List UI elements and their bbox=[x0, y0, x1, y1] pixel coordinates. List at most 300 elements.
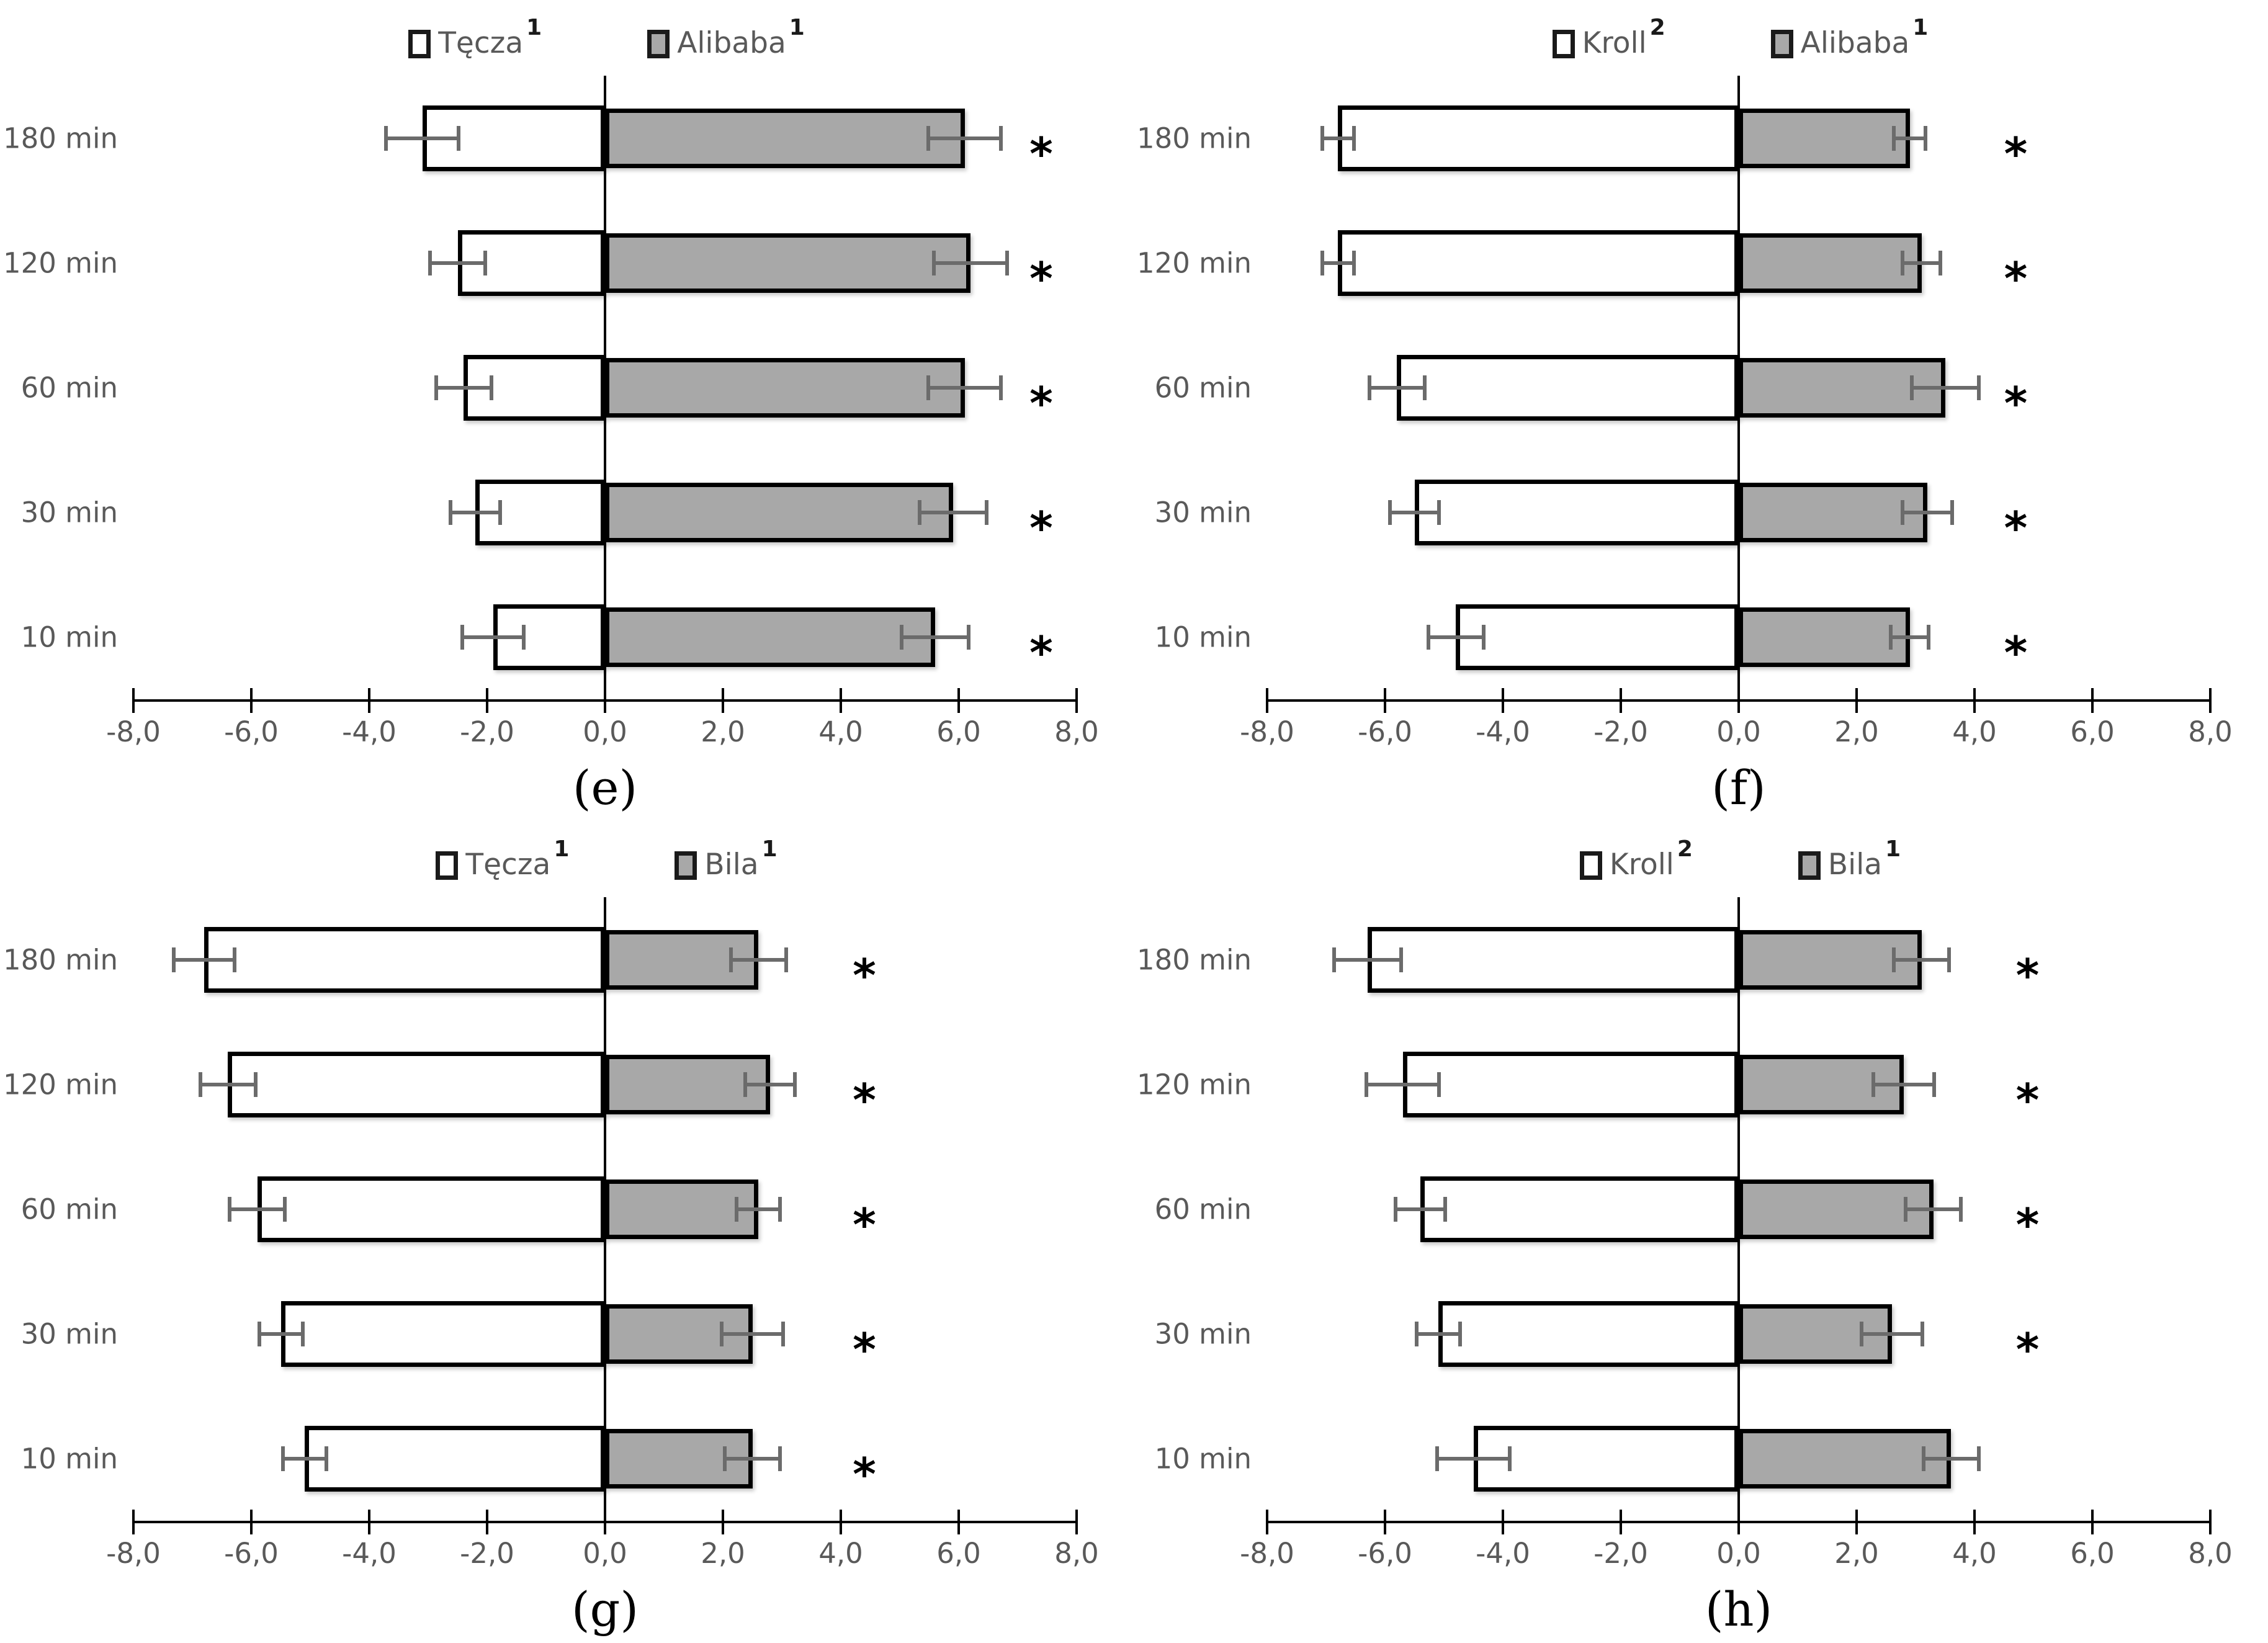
bar-negative bbox=[1420, 1176, 1739, 1242]
error-bar bbox=[900, 625, 970, 650]
error-bar-line bbox=[743, 1083, 797, 1086]
error-bar bbox=[1320, 126, 1356, 151]
legend-item bbox=[647, 15, 805, 63]
error-bar-cap bbox=[784, 947, 788, 972]
axis-tick-label: 8,0 bbox=[2188, 715, 2233, 748]
error-bar-cap bbox=[1901, 251, 1904, 275]
legend-swatch-icon bbox=[436, 851, 458, 880]
error-bar-line bbox=[199, 1083, 258, 1086]
error-bar-cap bbox=[1399, 947, 1403, 972]
bar-row: 120 min * bbox=[133, 200, 1077, 325]
error-bar-line bbox=[172, 958, 237, 962]
axis-tick-label: -2,0 bbox=[1593, 715, 1648, 748]
error-bar-line bbox=[1415, 1332, 1462, 1336]
error-bar-cap bbox=[1368, 375, 1371, 400]
panel-caption: (g) bbox=[571, 1582, 639, 1637]
error-bar-cap bbox=[325, 1446, 328, 1471]
category-label: 180 min bbox=[1136, 122, 1252, 154]
error-bar bbox=[1871, 1072, 1937, 1097]
error-bar-cap bbox=[1427, 625, 1430, 650]
error-bar-cap bbox=[1352, 126, 1356, 151]
error-bar bbox=[1901, 251, 1942, 275]
error-bar-cap bbox=[743, 1072, 747, 1097]
bar-positive bbox=[1739, 1429, 1951, 1489]
error-bar-cap bbox=[735, 1197, 738, 1222]
axis-tick-label: -2,0 bbox=[1593, 1537, 1648, 1570]
error-bar-cap bbox=[1320, 126, 1324, 151]
error-bar-cap bbox=[1352, 251, 1356, 275]
axis-tick-label: 2,0 bbox=[701, 1537, 745, 1570]
legend-superscript: 1 bbox=[554, 836, 570, 862]
legend-label: Alibaba bbox=[677, 26, 786, 60]
axis-tick-label: -2,0 bbox=[460, 715, 514, 748]
error-bar bbox=[449, 500, 502, 525]
category-label: 10 min bbox=[20, 1442, 118, 1475]
error-bar-cap bbox=[1443, 1197, 1447, 1222]
error-bar-cap bbox=[1365, 1072, 1368, 1097]
error-bar-line bbox=[926, 137, 1003, 140]
error-bar-line bbox=[460, 635, 526, 639]
chart-area bbox=[1136, 76, 2233, 754]
plot-rows bbox=[2, 76, 1077, 699]
error-bar-cap bbox=[1901, 500, 1904, 525]
error-bar bbox=[720, 1322, 785, 1346]
error-bar-line bbox=[1320, 261, 1356, 265]
category-label: 30 min bbox=[1154, 1317, 1252, 1350]
error-bar-cap bbox=[1904, 1197, 1907, 1222]
error-bar-cap bbox=[522, 625, 526, 650]
error-bar-cap bbox=[1415, 1322, 1419, 1346]
error-bar bbox=[926, 375, 1003, 400]
error-bar bbox=[735, 1197, 782, 1222]
error-bar-line bbox=[228, 1207, 287, 1211]
legend-swatch-icon bbox=[408, 30, 431, 58]
legend-label: Tęcza bbox=[438, 26, 524, 60]
legend-swatch-icon bbox=[1580, 851, 1602, 880]
bar-positive bbox=[605, 109, 965, 168]
error-bar-line bbox=[729, 958, 788, 962]
legend-item bbox=[408, 15, 542, 63]
legend-item bbox=[675, 836, 778, 885]
axis-tick-label: 6,0 bbox=[936, 715, 981, 748]
error-bar-cap bbox=[1892, 947, 1896, 972]
axis-tick-label: 6,0 bbox=[2070, 715, 2115, 748]
bar-row: 60 min * bbox=[133, 325, 1077, 450]
bar-positive bbox=[1739, 233, 1922, 293]
error-bar bbox=[1415, 1322, 1462, 1346]
error-bar-line bbox=[449, 511, 502, 514]
error-bar bbox=[281, 1446, 328, 1471]
error-bar-line bbox=[926, 386, 1003, 390]
bar-row: 60 min * bbox=[1267, 1147, 2210, 1271]
error-bar-cap bbox=[729, 947, 733, 972]
error-bar bbox=[1889, 625, 1930, 650]
legend-label: Kroll bbox=[1582, 26, 1647, 60]
error-bar bbox=[1922, 1446, 1981, 1471]
error-bar-cap bbox=[460, 625, 464, 650]
error-bar bbox=[1368, 375, 1427, 400]
error-bar-line bbox=[1901, 261, 1942, 265]
category-label: 120 min bbox=[2, 246, 118, 279]
axis-tick-label: 6,0 bbox=[936, 1537, 981, 1570]
legend-superscript: 1 bbox=[526, 15, 542, 40]
bar-positive bbox=[605, 233, 970, 293]
bar-negative bbox=[1338, 105, 1739, 171]
error-bar-cap bbox=[1437, 500, 1441, 525]
error-bar-cap bbox=[932, 251, 936, 275]
legend-item bbox=[436, 836, 570, 885]
axis-tick-label: 0,0 bbox=[583, 715, 627, 748]
bar-positive bbox=[605, 483, 953, 542]
axis-tick-label: 2,0 bbox=[701, 715, 745, 748]
error-bar-cap bbox=[999, 126, 1003, 151]
axis-tick-label: 4,0 bbox=[818, 1537, 863, 1570]
error-bar-line bbox=[735, 1207, 782, 1211]
error-bar-line bbox=[932, 261, 1009, 265]
bar-row: 30 min * bbox=[133, 1271, 1077, 1396]
error-bar-cap bbox=[428, 251, 432, 275]
error-bar bbox=[729, 947, 788, 972]
error-bar-line bbox=[1365, 1083, 1441, 1086]
error-bar-line bbox=[918, 511, 988, 514]
error-bar-cap bbox=[918, 500, 921, 525]
error-bar-line bbox=[1871, 1083, 1937, 1086]
axis-tick-label: -6,0 bbox=[224, 715, 279, 748]
error-bar-cap bbox=[1437, 1072, 1441, 1097]
axis-tick-labels bbox=[106, 1523, 1099, 1575]
bar-negative bbox=[204, 927, 605, 993]
error-bar-cap bbox=[781, 1322, 785, 1346]
error-bar-cap bbox=[999, 375, 1003, 400]
bar-negative bbox=[1415, 480, 1739, 545]
category-label: 10 min bbox=[20, 620, 118, 653]
legend-item bbox=[1553, 15, 1665, 63]
axis-tick-labels bbox=[1240, 1523, 2233, 1575]
error-bar-cap bbox=[258, 1322, 261, 1346]
bar-row: 180 min * bbox=[1267, 897, 2210, 1022]
axis-tick-label: -8,0 bbox=[106, 1537, 161, 1570]
bar-negative bbox=[258, 1176, 606, 1242]
error-bar-cap bbox=[457, 126, 460, 151]
error-bar-line bbox=[258, 1332, 305, 1336]
error-bar-cap bbox=[498, 500, 502, 525]
axis-tick-label: -6,0 bbox=[1358, 715, 1412, 748]
panel-e bbox=[0, 0, 1134, 822]
panel-h bbox=[1134, 822, 2268, 1643]
error-bar-cap bbox=[1871, 1072, 1875, 1097]
category-label: 180 min bbox=[1136, 943, 1252, 976]
error-bar-line bbox=[1892, 137, 1927, 140]
error-bar-cap bbox=[1959, 1197, 1963, 1222]
legend-item bbox=[1771, 15, 1929, 63]
axis-tick-label: 2,0 bbox=[1834, 715, 1879, 748]
bar-positive bbox=[1739, 109, 1910, 168]
legend-swatch-icon bbox=[1798, 851, 1821, 880]
axis-tick-label: 0,0 bbox=[1716, 715, 1761, 748]
error-bar-cap bbox=[301, 1322, 305, 1346]
bar-negative bbox=[1438, 1301, 1739, 1367]
legend bbox=[133, 11, 1077, 76]
category-label: 180 min bbox=[2, 122, 118, 154]
axis-tick-label: 0,0 bbox=[1716, 1537, 1761, 1570]
error-bar-line bbox=[1889, 635, 1930, 639]
error-bar-cap bbox=[1394, 1197, 1397, 1222]
error-bar-line bbox=[723, 1457, 782, 1461]
error-bar bbox=[1910, 375, 1981, 400]
error-bar-cap bbox=[1950, 500, 1954, 525]
bar-row: 120 min * bbox=[133, 1022, 1077, 1147]
panel-caption: (h) bbox=[1705, 1582, 1773, 1637]
legend-swatch-icon bbox=[1553, 30, 1575, 58]
legend-item bbox=[1580, 836, 1693, 885]
legend-superscript: 2 bbox=[1677, 836, 1693, 862]
error-bar-cap bbox=[254, 1072, 258, 1097]
bar-row: 180 min * bbox=[1267, 76, 2210, 200]
bar-row: 120 min * bbox=[1267, 1022, 2210, 1147]
error-bar bbox=[1904, 1197, 1963, 1222]
error-bar-cap bbox=[1910, 375, 1914, 400]
error-bar bbox=[743, 1072, 797, 1097]
error-bar bbox=[434, 375, 493, 400]
legend-swatch-icon bbox=[1771, 30, 1793, 58]
error-bar bbox=[1332, 947, 1403, 972]
error-bar-cap bbox=[1458, 1322, 1462, 1346]
axis-tick-label: 2,0 bbox=[1834, 1537, 1879, 1570]
error-bar bbox=[932, 251, 1009, 275]
bar-negative bbox=[1456, 604, 1739, 670]
panel-g bbox=[0, 822, 1134, 1643]
error-bar-line bbox=[428, 261, 487, 265]
bar-row: 10 min * bbox=[133, 1396, 1077, 1521]
bar-row: 30 min * bbox=[1267, 1271, 2210, 1396]
legend-label: Bila bbox=[1827, 848, 1883, 882]
error-bar-cap bbox=[967, 625, 970, 650]
error-bar-line bbox=[1427, 635, 1486, 639]
axis-tick-label: 0,0 bbox=[583, 1537, 627, 1570]
axis-tick-label: 8,0 bbox=[1054, 1537, 1099, 1570]
error-bar-line bbox=[1922, 1457, 1981, 1461]
error-bar-cap bbox=[1435, 1446, 1439, 1471]
panel-caption: (e) bbox=[572, 760, 638, 815]
bar-row: 30 min * bbox=[133, 450, 1077, 575]
error-bar-cap bbox=[199, 1072, 202, 1097]
legend-label: Kroll bbox=[1609, 848, 1674, 882]
legend-item bbox=[1798, 836, 1901, 885]
axis-tick-labels bbox=[1240, 702, 2233, 754]
bar-row: 10 min * bbox=[1267, 575, 2210, 699]
bar-row: 60 min * bbox=[133, 1147, 1077, 1271]
error-bar-cap bbox=[449, 500, 452, 525]
axis-tick-label: 4,0 bbox=[818, 715, 863, 748]
bar-negative bbox=[1397, 355, 1739, 421]
error-bar-cap bbox=[1892, 126, 1896, 151]
error-bar bbox=[1427, 625, 1486, 650]
error-bar-cap bbox=[1889, 625, 1893, 650]
error-bar bbox=[1892, 947, 1951, 972]
error-bar-line bbox=[281, 1457, 328, 1461]
error-bar bbox=[926, 126, 1003, 151]
error-bar-cap bbox=[1320, 251, 1324, 275]
error-bar bbox=[172, 947, 237, 972]
axis-tick-label: 4,0 bbox=[1952, 715, 1997, 748]
category-label: 180 min bbox=[2, 943, 118, 976]
axis-tick-label: 6,0 bbox=[2070, 1537, 2115, 1570]
error-bar-cap bbox=[926, 126, 930, 151]
axis-tick-label: -4,0 bbox=[342, 1537, 397, 1570]
error-bar-cap bbox=[926, 375, 930, 400]
axis-tick-label: -8,0 bbox=[1240, 1537, 1294, 1570]
error-bar bbox=[1320, 251, 1356, 275]
error-bar-cap bbox=[1005, 251, 1009, 275]
axis-tick-label: 4,0 bbox=[1952, 1537, 1997, 1570]
axis-tick-label: -8,0 bbox=[106, 715, 161, 748]
plot-rows bbox=[2, 897, 1077, 1521]
error-bar-line bbox=[1860, 1332, 1925, 1336]
panel-f bbox=[1134, 0, 2268, 822]
error-bar-line bbox=[1332, 958, 1403, 962]
axis-tick-label: -2,0 bbox=[460, 1537, 514, 1570]
error-bar-cap bbox=[985, 500, 988, 525]
error-bar bbox=[1394, 1197, 1447, 1222]
category-label: 60 min bbox=[20, 1193, 118, 1225]
legend-label: Tęcza bbox=[465, 848, 551, 882]
legend-superscript: 1 bbox=[789, 15, 805, 40]
error-bar bbox=[723, 1446, 782, 1471]
error-bar bbox=[428, 251, 487, 275]
axis-tick-label: -8,0 bbox=[1240, 715, 1294, 748]
error-bar bbox=[1860, 1322, 1925, 1346]
error-bar-line bbox=[1910, 386, 1981, 390]
category-label: 10 min bbox=[1154, 620, 1252, 653]
legend bbox=[1267, 833, 2210, 897]
axis-tick-label: 8,0 bbox=[1054, 715, 1099, 748]
legend-swatch-icon bbox=[675, 851, 697, 880]
bar-negative bbox=[1338, 230, 1739, 296]
error-bar-cap bbox=[1947, 947, 1951, 972]
legend-superscript: 1 bbox=[1885, 836, 1901, 862]
error-bar-cap bbox=[1977, 1446, 1981, 1471]
error-bar-cap bbox=[1921, 1322, 1924, 1346]
error-bar bbox=[228, 1197, 287, 1222]
error-bar-cap bbox=[1482, 625, 1486, 650]
error-bar bbox=[1388, 500, 1441, 525]
legend bbox=[1267, 11, 2210, 76]
axis-tick-label: -6,0 bbox=[1358, 1537, 1412, 1570]
error-bar-line bbox=[900, 635, 970, 639]
error-bar-cap bbox=[1388, 500, 1392, 525]
chart-area bbox=[2, 76, 1099, 754]
error-bar-cap bbox=[1860, 1322, 1863, 1346]
axis-tick-label: 8,0 bbox=[2188, 1537, 2233, 1570]
error-bar-cap bbox=[1508, 1446, 1512, 1471]
error-bar bbox=[1435, 1446, 1512, 1471]
error-bar bbox=[1901, 500, 1954, 525]
error-bar-line bbox=[1320, 137, 1356, 140]
error-bar-line bbox=[1394, 1207, 1447, 1211]
error-bar-cap bbox=[900, 625, 903, 650]
axis-tick-label: -6,0 bbox=[224, 1537, 279, 1570]
error-bar bbox=[1892, 126, 1927, 151]
axis-tick-label: -4,0 bbox=[1476, 715, 1530, 748]
category-label: 120 min bbox=[1136, 246, 1252, 279]
error-bar-cap bbox=[1922, 1446, 1925, 1471]
error-bar-cap bbox=[778, 1197, 782, 1222]
error-bar-cap bbox=[281, 1446, 285, 1471]
legend bbox=[133, 833, 1077, 897]
error-bar-line bbox=[1901, 511, 1954, 514]
bar-row: 180 min * bbox=[133, 897, 1077, 1022]
error-bar-cap bbox=[1927, 625, 1930, 650]
bar-negative bbox=[281, 1301, 606, 1367]
category-label: 10 min bbox=[1154, 1442, 1252, 1475]
error-bar-cap bbox=[483, 251, 487, 275]
bar-positive bbox=[605, 607, 935, 667]
bar-positive bbox=[1739, 483, 1927, 542]
bar-positive bbox=[605, 358, 965, 418]
error-bar-line bbox=[1435, 1457, 1512, 1461]
error-bar-cap bbox=[778, 1446, 782, 1471]
legend-superscript: 2 bbox=[1649, 15, 1665, 40]
error-bar bbox=[460, 625, 526, 650]
category-label: 120 min bbox=[2, 1068, 118, 1101]
bar-row: 120 min * bbox=[1267, 200, 2210, 325]
error-bar-cap bbox=[1924, 126, 1927, 151]
category-label: 30 min bbox=[20, 496, 118, 529]
category-label: 30 min bbox=[20, 1317, 118, 1350]
error-bar-cap bbox=[1332, 947, 1336, 972]
error-bar bbox=[258, 1322, 305, 1346]
bar-negative bbox=[1403, 1052, 1739, 1117]
error-bar bbox=[384, 126, 461, 151]
error-bar-line bbox=[434, 386, 493, 390]
legend-label: Alibaba bbox=[1800, 26, 1910, 60]
error-bar-cap bbox=[434, 375, 438, 400]
category-label: 60 min bbox=[20, 371, 118, 404]
bar-row: 180 min * bbox=[133, 76, 1077, 200]
error-bar-cap bbox=[723, 1446, 727, 1471]
error-bar-cap bbox=[720, 1322, 724, 1346]
error-bar-cap bbox=[1932, 1072, 1936, 1097]
error-bar-cap bbox=[1423, 375, 1427, 400]
plot-rows bbox=[1136, 76, 2210, 699]
error-bar-cap bbox=[233, 947, 236, 972]
error-bar-line bbox=[720, 1332, 785, 1336]
error-bar-cap bbox=[172, 947, 176, 972]
bar-negative bbox=[1474, 1426, 1739, 1492]
error-bar bbox=[199, 1072, 258, 1097]
category-label: 30 min bbox=[1154, 496, 1252, 529]
category-label: 120 min bbox=[1136, 1068, 1252, 1101]
bar-row bbox=[1154, 1396, 2210, 1521]
error-bar-cap bbox=[228, 1197, 231, 1222]
error-bar-line bbox=[1904, 1207, 1963, 1211]
chart-area bbox=[2, 897, 1099, 1575]
panel-caption: (f) bbox=[1711, 760, 1766, 815]
plot-rows bbox=[1136, 897, 2210, 1521]
bar-negative bbox=[1368, 927, 1739, 993]
error-bar bbox=[918, 500, 988, 525]
category-label: 60 min bbox=[1154, 1193, 1252, 1225]
legend-swatch-icon bbox=[647, 30, 670, 58]
legend-superscript: 1 bbox=[761, 836, 778, 862]
bar-row: 60 min * bbox=[1267, 325, 2210, 450]
error-bar-line bbox=[1892, 958, 1951, 962]
error-bar-cap bbox=[384, 126, 388, 151]
axis-tick-labels bbox=[106, 702, 1099, 754]
bar-negative bbox=[305, 1426, 606, 1492]
error-bar bbox=[1365, 1072, 1441, 1097]
bar-positive bbox=[1739, 607, 1910, 667]
